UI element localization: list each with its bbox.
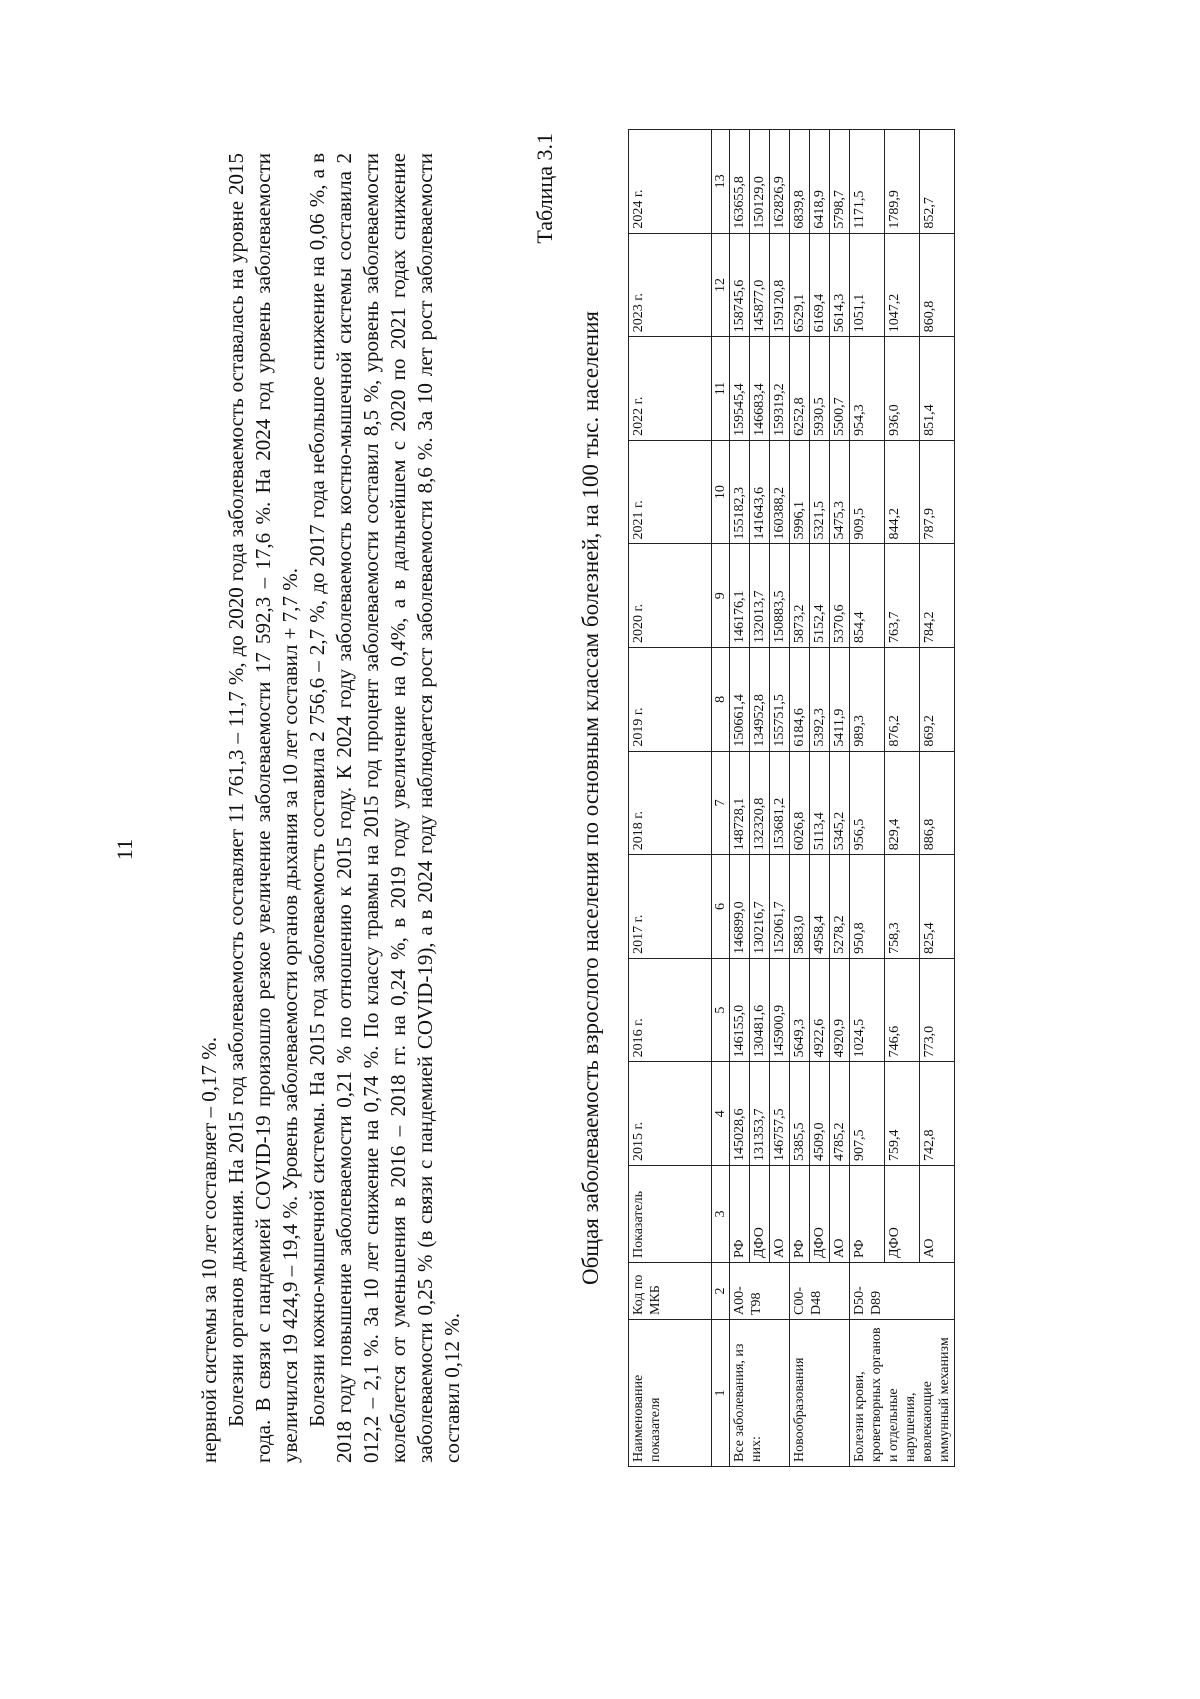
value-cell: 844,2: [885, 440, 920, 544]
value-cell: 742,8: [920, 1062, 955, 1166]
value-cell: 763,7: [885, 544, 920, 648]
value-cell: 886,8: [920, 751, 955, 855]
value-cell: 160388,2: [770, 440, 790, 544]
value-cell: 860,8: [920, 233, 955, 337]
value-cell: 829,4: [885, 751, 920, 855]
value-cell: 5392,3: [810, 648, 830, 752]
value-cell: 146176,1: [730, 544, 750, 648]
value-cell: 131353,7: [750, 1062, 770, 1166]
column-number: 2: [712, 1263, 730, 1320]
column-number: 6: [712, 855, 730, 959]
value-cell: 134952,8: [750, 648, 770, 752]
value-cell: 6529,1: [790, 233, 810, 337]
value-cell: 163655,8: [730, 130, 750, 234]
column-number: 12: [712, 233, 730, 337]
value-cell: 152061,7: [770, 855, 790, 959]
value-cell: 1171,5: [850, 130, 885, 234]
value-cell: 6169,4: [810, 233, 830, 337]
morbidity-table: [628, 129, 955, 1467]
value-cell: 4922,6: [810, 958, 830, 1062]
column-number: 7: [712, 751, 730, 855]
page-number: 11: [112, 838, 137, 861]
value-cell: 956,5: [850, 751, 885, 855]
value-cell: 5930,5: [810, 337, 830, 441]
value-cell: 5152,4: [810, 544, 830, 648]
table-title: Общая заболеваемость взрослого населения по основным классам болезней, на 100 тыс. населения: [578, 311, 603, 1285]
value-cell: 1047,2: [885, 233, 920, 337]
column-number: 8: [712, 648, 730, 752]
paragraph-nervous-system: нервной системы за 10 лет составляет – 0,17 %.: [197, 1036, 221, 1463]
column-number: 5: [712, 958, 730, 1062]
value-cell: 4785,2: [830, 1062, 850, 1166]
value-cell: 159545,4: [730, 337, 750, 441]
value-cell: 876,2: [885, 648, 920, 752]
value-cell: 5996,1: [790, 440, 810, 544]
value-cell: 153681,2: [770, 751, 790, 855]
value-cell: 155182,3: [730, 440, 750, 544]
header-year: 2015 г.: [629, 1062, 712, 1166]
icd-code: A00-T98: [730, 1263, 790, 1320]
header-year: 2023 г.: [629, 233, 712, 337]
region-label: РФ: [790, 1166, 810, 1263]
value-cell: 773,0: [920, 958, 955, 1062]
disease-class-name: Болезни крови, кроветворных органов и отдельные нарушения, вовлекающие иммунный механизм: [850, 1320, 955, 1467]
value-cell: 907,5: [850, 1062, 885, 1166]
column-number: 13: [712, 130, 730, 234]
value-cell: 146899,0: [730, 855, 750, 959]
value-cell: 851,4: [920, 337, 955, 441]
value-cell: 141643,6: [750, 440, 770, 544]
value-cell: 158745,6: [730, 233, 750, 337]
value-cell: 936,0: [885, 337, 920, 441]
value-cell: 5278,2: [830, 855, 850, 959]
region-label: АО: [770, 1166, 790, 1263]
value-cell: 825,4: [920, 855, 955, 959]
value-cell: 5500,7: [830, 337, 850, 441]
value-cell: 5649,3: [790, 958, 810, 1062]
value-cell: 1024,5: [850, 958, 885, 1062]
value-cell: 5614,3: [830, 233, 850, 337]
region-label: РФ: [730, 1166, 750, 1263]
table-header-row: [629, 130, 712, 1467]
column-number-row: [712, 130, 730, 1467]
icd-code: C00-D48: [790, 1263, 850, 1320]
value-cell: 145900,9: [770, 958, 790, 1062]
region-label: ДФО: [885, 1166, 920, 1263]
value-cell: 130216,7: [750, 855, 770, 959]
table-caption: Таблица 3.1: [532, 133, 557, 244]
value-cell: 148728,1: [730, 751, 750, 855]
header-year: 2018 г.: [629, 751, 712, 855]
value-cell: 746,6: [885, 958, 920, 1062]
value-cell: 162826,9: [770, 130, 790, 234]
icd-code: D50-D89: [850, 1263, 955, 1320]
value-cell: 150129,0: [750, 130, 770, 234]
value-cell: 155751,5: [770, 648, 790, 752]
paragraph-respiratory: Болезни органов дыхания. На 2015 год заболеваемость составляет 11 761,3 – 11,7 %, до 2020 года заболеваемость оставалась на уровне 2015 года. В связи с пандемией COVID-19 произошло резкое увеличение заболеваемости 17 592,3 – 17,6 %. На 2024 год уровень заболеваемости увеличился 19 424,9 – 19,4 %. Уровень заболеваемости органов дыхания за 10 лет составил + 7,7 %.: [224, 153, 302, 1463]
value-cell: 4958,4: [810, 855, 830, 959]
table-row: [850, 130, 885, 1467]
value-cell: 159120,8: [770, 233, 790, 337]
value-cell: 5370,6: [830, 544, 850, 648]
header-year: 2024 г.: [629, 130, 712, 234]
value-cell: 145877,0: [750, 233, 770, 337]
value-cell: 5411,9: [830, 648, 850, 752]
value-cell: 1789,9: [885, 130, 920, 234]
value-cell: 146757,5: [770, 1062, 790, 1166]
value-cell: 6184,6: [790, 648, 810, 752]
value-cell: 909,5: [850, 440, 885, 544]
value-cell: 5321,5: [810, 440, 830, 544]
value-cell: 6252,8: [790, 337, 810, 441]
header-year: 2019 г.: [629, 648, 712, 752]
column-number: 4: [712, 1062, 730, 1166]
region-label: РФ: [850, 1166, 885, 1263]
value-cell: 5883,0: [790, 855, 810, 959]
value-cell: 5345,2: [830, 751, 850, 855]
column-number: 3: [712, 1166, 730, 1263]
value-cell: 132320,8: [750, 751, 770, 855]
value-cell: 6418,9: [810, 130, 830, 234]
value-cell: 989,3: [850, 648, 885, 752]
header-year: 2020 г.: [629, 544, 712, 648]
header-year: 2017 г.: [629, 855, 712, 959]
value-cell: 759,4: [885, 1062, 920, 1166]
header-year: 2016 г.: [629, 958, 712, 1062]
disease-class-name: Новообразования: [790, 1320, 850, 1467]
value-cell: 146683,4: [750, 337, 770, 441]
value-cell: 4920,9: [830, 958, 850, 1062]
value-cell: 787,9: [920, 440, 955, 544]
value-cell: 950,8: [850, 855, 885, 959]
header-icd-code: Код по МКБ: [629, 1263, 712, 1320]
value-cell: 146155,0: [730, 958, 750, 1062]
value-cell: 150883,5: [770, 544, 790, 648]
table-row: [790, 130, 810, 1467]
value-cell: 5113,4: [810, 751, 830, 855]
body-text: [196, 153, 466, 1463]
header-year: 2022 г.: [629, 337, 712, 441]
value-cell: 6026,8: [790, 751, 810, 855]
value-cell: 5385,5: [790, 1062, 810, 1166]
value-cell: 869,2: [920, 648, 955, 752]
value-cell: 1051,1: [850, 233, 885, 337]
value-cell: 159319,2: [770, 337, 790, 441]
table-body: [712, 130, 955, 1467]
value-cell: 758,3: [885, 855, 920, 959]
table-row: [730, 130, 750, 1467]
value-cell: 150661,4: [730, 648, 750, 752]
value-cell: 132013,7: [750, 544, 770, 648]
header-metric: Показатель: [629, 1166, 712, 1263]
column-number: 11: [712, 337, 730, 441]
value-cell: 145028,6: [730, 1062, 750, 1166]
header-year: 2021 г.: [629, 440, 712, 544]
value-cell: 130481,6: [750, 958, 770, 1062]
disease-class-name: Все заболевания, из них:: [730, 1320, 790, 1467]
value-cell: 5798,7: [830, 130, 850, 234]
paragraph-musculoskeletal: Болезни кожно-мышечной системы. На 2015 год заболеваемость составила 2 756,6 – 2,7 %, до 2017 года небольшое снижение на 0,06 %, а в 2018 году повышение заболеваемости 0,21 % по отношению к 2015 году. К 2024 году заболеваемость костно-мышечной системы составила 2 012,2 – 2,1 %. За 10 лет снижение на 0,74 %. По классу травмы на 2015 год процент заболеваемости составил 8,5 %, уровень заболеваемости колеблется от уменьшения в 2016 – 2018 гг. на 0,24 %, в 2019 году увеличение на 0,4%, а в дальнейшем с 2020 по 2021 годах снижение заболеваемости 0,25 % (в связи с пандемией COVID-19), а в 2024 году наблюдается рост заболеваемости 8,6 %. За 10 лет рост заболеваемости составил 0,12 %.: [305, 153, 464, 1463]
value-cell: 954,3: [850, 337, 885, 441]
column-number: 9: [712, 544, 730, 648]
column-number: 10: [712, 440, 730, 544]
region-label: АО: [830, 1166, 850, 1263]
region-label: ДФО: [750, 1166, 770, 1263]
value-cell: 854,4: [850, 544, 885, 648]
value-cell: 784,2: [920, 544, 955, 648]
column-number: 1: [712, 1320, 730, 1467]
value-cell: 5873,2: [790, 544, 810, 648]
value-cell: 6839,8: [790, 130, 810, 234]
header-indicator: Наименование показателя: [629, 1320, 712, 1467]
value-cell: 5475,3: [830, 440, 850, 544]
region-label: АО: [920, 1166, 955, 1263]
region-label: ДФО: [810, 1166, 830, 1263]
value-cell: 852,7: [920, 130, 955, 234]
value-cell: 4509,0: [810, 1062, 830, 1166]
